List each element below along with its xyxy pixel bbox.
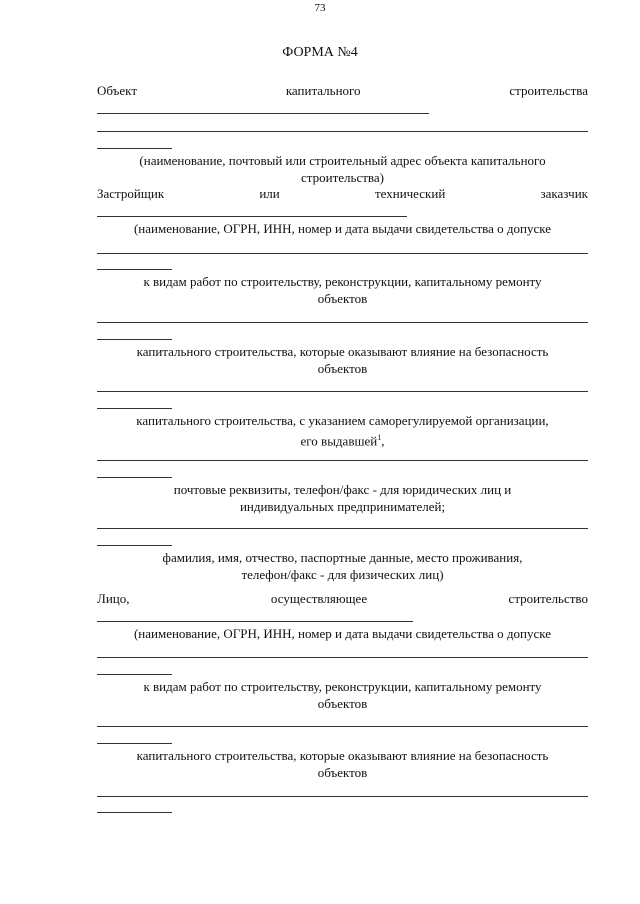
builder-word-3: строительство xyxy=(508,591,588,606)
builder-fill-line-7[interactable] xyxy=(97,812,172,813)
object-caption xyxy=(97,152,588,186)
object-caption-line-1: (наименование, почтовый или строительный адрес объекта капитального xyxy=(139,153,546,168)
developer-caption-4-comma: , xyxy=(381,433,385,449)
developer-caption-3-line-1: капитального строительства, которые оказывают влияние на безопасность xyxy=(136,344,549,359)
builder-caption-3-line-1: капитального строительства, которые оказывают влияние на безопасность xyxy=(136,748,549,763)
developer-fill-line-2[interactable] xyxy=(97,253,588,254)
object-word-3: строительства xyxy=(509,83,588,98)
developer-caption-6-line-2: телефон/факс - для физических лиц) xyxy=(241,567,444,582)
builder-caption-2 xyxy=(97,678,588,712)
developer-caption-3 xyxy=(97,343,588,377)
builder-caption-3-line-2: объектов xyxy=(317,765,368,780)
developer-fill-line-5[interactable] xyxy=(97,339,172,340)
builder-word-1: Лицо, xyxy=(97,591,130,606)
developer-caption-2 xyxy=(97,273,588,307)
developer-caption-5 xyxy=(97,481,588,515)
developer-fill-line-4[interactable] xyxy=(97,322,588,323)
form-title: ФОРМА №4 xyxy=(282,45,358,60)
builder-caption-1: (наименование, ОГРН, ИНН, номер и дата выдачи свидетельства о допуске xyxy=(133,626,552,641)
builder-fill-line-5[interactable] xyxy=(97,743,172,744)
builder-word-2: осуществляющее xyxy=(270,591,368,606)
object-fill-line-1[interactable] xyxy=(97,113,429,114)
developer-caption-4-line-2 xyxy=(97,429,588,449)
builder-fill-line-1[interactable] xyxy=(97,621,413,622)
developer-fill-line-11[interactable] xyxy=(97,545,172,546)
developer-fill-line-7[interactable] xyxy=(97,408,172,409)
builder-fill-line-4[interactable] xyxy=(97,726,588,727)
page-number: 73 xyxy=(314,2,326,14)
developer-fill-line-1[interactable] xyxy=(97,216,407,217)
object-caption-line-2: строительства) xyxy=(301,170,384,185)
developer-fill-line-10[interactable] xyxy=(97,528,588,529)
developer-caption-4 xyxy=(97,412,588,449)
object-word-1: Объект xyxy=(97,83,137,98)
builder-caption-2-line-1: к видам работ по строительству, реконструкции, капитальному ремонту xyxy=(143,679,542,694)
builder-fill-line-6[interactable] xyxy=(97,796,588,797)
developer-caption-6 xyxy=(97,549,588,583)
builder-fill-line-2[interactable] xyxy=(97,657,588,658)
developer-fill-line-8[interactable] xyxy=(97,460,588,461)
builder-fill-line-3[interactable] xyxy=(97,674,172,675)
developer-caption-5-line-2: индивидуальных предпринимателей; xyxy=(239,499,446,514)
developer-fill-line-6[interactable] xyxy=(97,391,588,392)
developer-label-row xyxy=(97,186,588,202)
object-word-2: капитального xyxy=(285,83,361,98)
developer-caption-5-line-1: почтовые реквизиты, телефон/факс - для юридических лиц и xyxy=(173,482,512,497)
developer-caption-3-line-2: объектов xyxy=(317,361,368,376)
developer-word-1: Застройщик xyxy=(97,186,165,201)
builder-caption-2-line-2: объектов xyxy=(317,696,368,711)
developer-fill-line-9[interactable] xyxy=(97,477,172,478)
developer-word-4: заказчик xyxy=(540,186,588,201)
developer-word-3: технический xyxy=(374,186,446,201)
developer-caption-2-line-2: объектов xyxy=(317,291,368,306)
builder-label-row xyxy=(97,591,588,607)
object-fill-line-3[interactable] xyxy=(97,148,172,149)
developer-caption-4-line-1: капитального строительства, с указанием саморегулируемой организации, xyxy=(136,413,549,428)
developer-caption-2-line-1: к видам работ по строительству, реконструкции, капитальному ремонту xyxy=(143,274,542,289)
developer-caption-6-line-1: фамилия, имя, отчество, паспортные данные, место проживания, xyxy=(162,550,523,565)
footnote-marker: 1 xyxy=(377,433,382,442)
developer-fill-line-3[interactable] xyxy=(97,269,172,270)
developer-caption-1: (наименование, ОГРН, ИНН, номер и дата выдачи свидетельства о допуске xyxy=(133,221,552,236)
object-fill-line-2[interactable] xyxy=(97,131,588,132)
object-label-row xyxy=(97,83,588,99)
developer-caption-4-text: его выдавшей xyxy=(300,433,378,449)
developer-word-2: или xyxy=(259,186,280,201)
builder-caption-3 xyxy=(97,747,588,781)
